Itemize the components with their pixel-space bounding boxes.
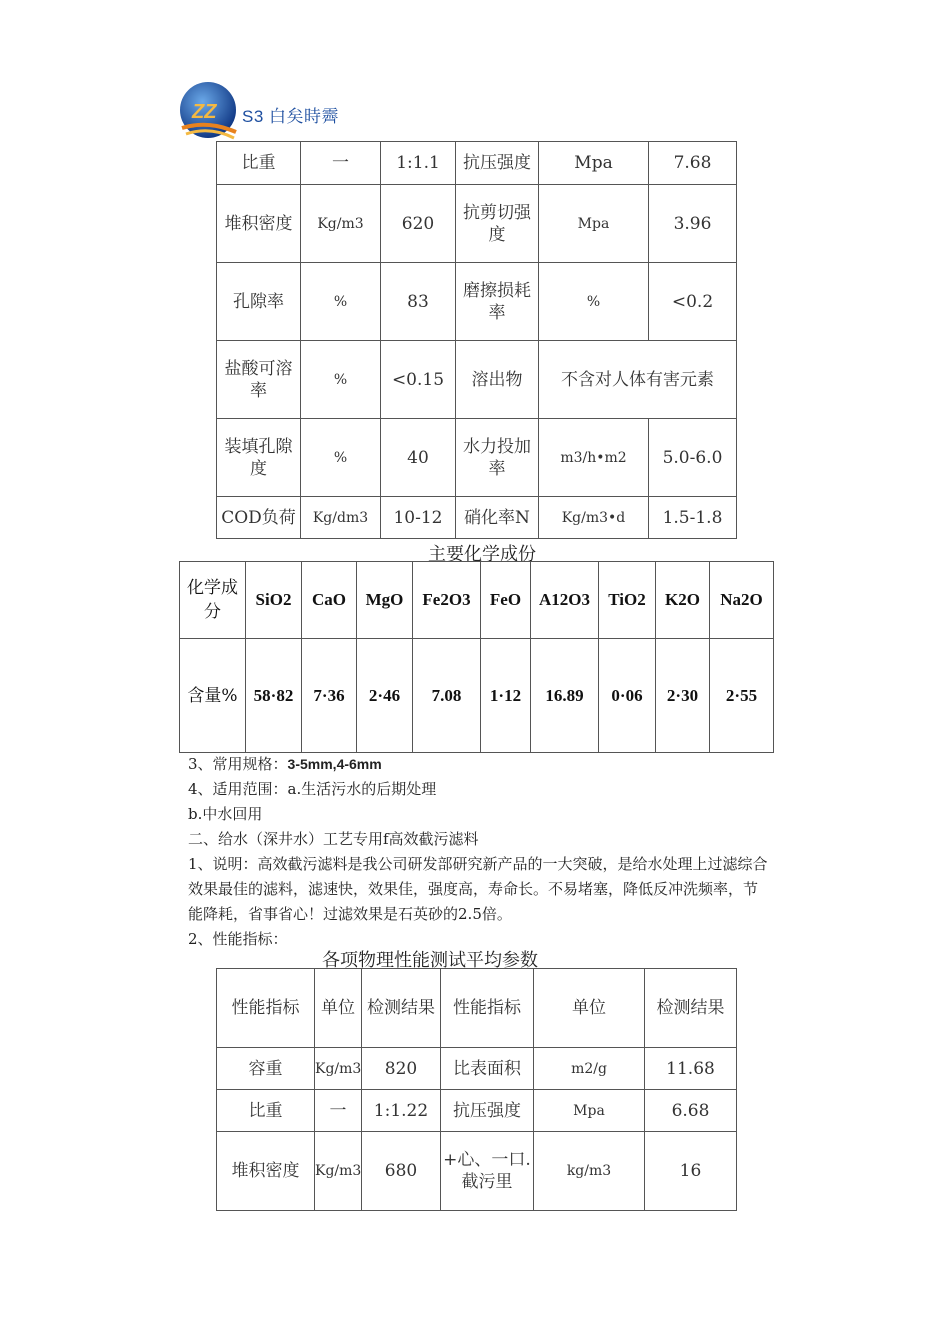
table-row xyxy=(217,969,737,1048)
table-cell: Kg/m3 xyxy=(301,185,381,263)
table-cell: 620 xyxy=(381,185,456,263)
table-header-cell: Na2O xyxy=(710,562,774,639)
description-paragraph: 1、说明：高效截污滤料是我公司研发部研究新产品的一大突破，是给水处理上过滤综合效果最佳的滤料，滤速快，效果佳，强度高，寿命长。不易堵塞，降低反冲洗频率，节能降耗，省事省心！过滤效果是石英砂的2.5倍。 xyxy=(188,855,768,923)
properties-table-1 xyxy=(216,141,737,539)
table-cell: 容重 xyxy=(217,1048,315,1090)
svg-text:ZZ: ZZ xyxy=(192,101,217,123)
performance-heading: 2、性能指标： xyxy=(188,930,288,948)
table-cell: 装填孔隙度 xyxy=(217,419,301,497)
table-header-cell: 单位 xyxy=(534,969,645,1048)
table-header-cell: 性能指标 xyxy=(441,969,534,1048)
table-row xyxy=(217,1048,737,1090)
table-header-cell: MgO xyxy=(357,562,413,639)
table-header-cell: 检测结果 xyxy=(645,969,737,1048)
table-cell: 一 xyxy=(315,1090,362,1132)
table-header-cell: Fe2O3 xyxy=(413,562,481,639)
table-cell: Mpa xyxy=(534,1090,645,1132)
table-row xyxy=(217,185,737,263)
table-cell: 水力投加率 xyxy=(456,419,539,497)
table-cell: % xyxy=(539,263,649,341)
table-cell: 不含对人体有害元素 xyxy=(539,341,737,419)
table-cell: 3.96 xyxy=(649,185,737,263)
table-cell: 1·12 xyxy=(481,639,531,753)
table-cell: 2·30 xyxy=(656,639,710,753)
table-cell: 7.68 xyxy=(649,142,737,185)
table-cell: 16.89 xyxy=(531,639,599,753)
section-heading: 二、给水（深井水）工艺专用f高效截污滤料 xyxy=(188,830,479,848)
table-cell: 5.0-6.0 xyxy=(649,419,737,497)
table-cell: 孔隙率 xyxy=(217,263,301,341)
table-header-cell: TiO2 xyxy=(599,562,656,639)
table-header-cell: 检测结果 xyxy=(362,969,441,1048)
table-cell: 溶出物 xyxy=(456,341,539,419)
table-cell: % xyxy=(301,341,381,419)
table-cell: 40 xyxy=(381,419,456,497)
table-cell: Kg/m3 xyxy=(315,1132,362,1211)
table-cell: 820 xyxy=(362,1048,441,1090)
table-cell: 磨擦损耗率 xyxy=(456,263,539,341)
spec-line: 3、常用规格：3-5mm,4-6mm xyxy=(188,755,382,773)
table-row xyxy=(180,639,774,753)
table-cell: 7·36 xyxy=(302,639,357,753)
table-cell: 6.68 xyxy=(645,1090,737,1132)
table-header-cell: K2O xyxy=(656,562,710,639)
table-header-cell: SiO2 xyxy=(246,562,302,639)
table-cell: 83 xyxy=(381,263,456,341)
scope-line: 4、适用范围：a.生活污水的后期处理 xyxy=(188,780,437,798)
body-text xyxy=(188,752,768,952)
table-cell: 抗压强度 xyxy=(441,1090,534,1132)
table-cell: 硝化率N xyxy=(456,497,539,539)
table-cell: <0.2 xyxy=(649,263,737,341)
logo-text: S3 白矣時霽 xyxy=(242,107,340,126)
scope-b-line: b.中水回用 xyxy=(188,805,263,823)
chemical-table-caption: 主要化学成份 xyxy=(428,544,536,565)
chemical-composition-table xyxy=(179,561,774,753)
table-cell: 680 xyxy=(362,1132,441,1211)
physical-table-caption: 各项物理性能测试平均参数 xyxy=(322,950,538,971)
table-cell: 盐酸可溶率 xyxy=(217,341,301,419)
logo-globe-icon xyxy=(178,80,240,142)
table-cell: 比重 xyxy=(217,1090,315,1132)
table-cell: +心、一口.截污里 xyxy=(441,1132,534,1211)
table-header-cell: 性能指标 xyxy=(217,969,315,1048)
table-row xyxy=(217,142,737,185)
table-cell: 1:1.1 xyxy=(381,142,456,185)
table-cell: COD负荷 xyxy=(217,497,301,539)
table-header-cell: CaO xyxy=(302,562,357,639)
table-row xyxy=(217,263,737,341)
table-cell: 2·55 xyxy=(710,639,774,753)
table-cell: 1.5-1.8 xyxy=(649,497,737,539)
table-cell: <0.15 xyxy=(381,341,456,419)
table-cell: 11.68 xyxy=(645,1048,737,1090)
table-row xyxy=(217,1132,737,1211)
table-cell: Mpa xyxy=(539,142,649,185)
table-row xyxy=(180,562,774,639)
row-label-composition: 化学成分 xyxy=(180,562,246,639)
table-cell: 堆积密度 xyxy=(217,1132,315,1211)
table-row xyxy=(217,341,737,419)
table-cell: 16 xyxy=(645,1132,737,1211)
table-cell: Mpa xyxy=(539,185,649,263)
table-cell: m3/h•m2 xyxy=(539,419,649,497)
table-cell: 堆积密度 xyxy=(217,185,301,263)
row-label-content: 含量% xyxy=(180,639,246,753)
table-cell: Kg/m3 xyxy=(315,1048,362,1090)
table-cell: 7.08 xyxy=(413,639,481,753)
table-cell: 0·06 xyxy=(599,639,656,753)
physical-properties-table xyxy=(216,968,737,1211)
table-cell: 2·46 xyxy=(357,639,413,753)
table-cell: 抗剪切强度 xyxy=(456,185,539,263)
table-cell: 10-12 xyxy=(381,497,456,539)
table-cell: 比重 xyxy=(217,142,301,185)
table-cell: 1:1.22 xyxy=(362,1090,441,1132)
table-header-cell: A12O3 xyxy=(531,562,599,639)
table-cell: 比表面积 xyxy=(441,1048,534,1090)
table-row xyxy=(217,497,737,539)
table-row xyxy=(217,1090,737,1132)
table-cell: Kg/m3•d xyxy=(539,497,649,539)
table-cell: % xyxy=(301,419,381,497)
table-cell: m2/g xyxy=(534,1048,645,1090)
table-cell: 抗压强度 xyxy=(456,142,539,185)
table-cell: 58·82 xyxy=(246,639,302,753)
table-row xyxy=(217,419,737,497)
table-cell: Kg/dm3 xyxy=(301,497,381,539)
table-header-cell: 单位 xyxy=(315,969,362,1048)
table-cell: 一 xyxy=(301,142,381,185)
table-cell: % xyxy=(301,263,381,341)
table-header-cell: FeO xyxy=(481,562,531,639)
company-logo xyxy=(178,80,378,140)
table-cell: kg/m3 xyxy=(534,1132,645,1211)
